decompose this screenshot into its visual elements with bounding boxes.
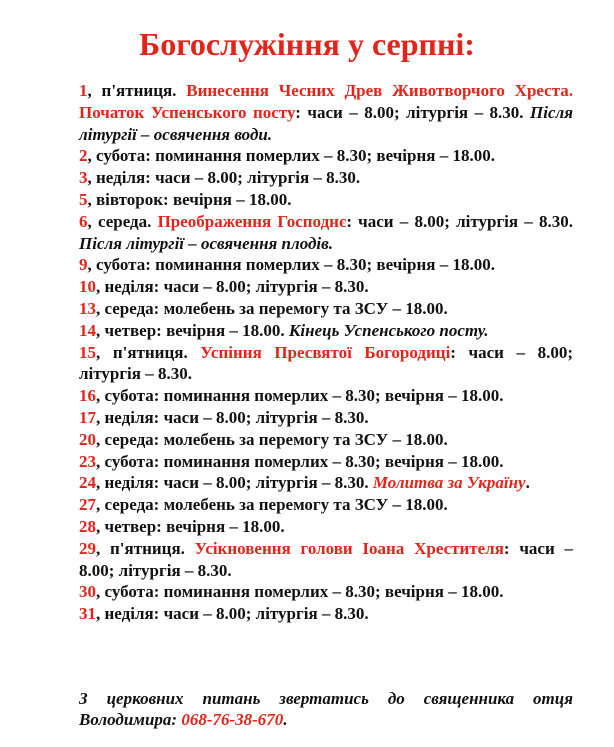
entry-text: , середа: молебень за перемогу та ЗСУ – 18.00. [96, 495, 448, 515]
schedule-entry [79, 211, 573, 255]
entry-text: , середа: молебень за перемогу та ЗСУ – 18.00. [96, 298, 448, 318]
entry-text: , неділя: часи – 8.00; літургія – 8.30. [96, 604, 369, 624]
schedule-entry [79, 472, 573, 494]
entry-date: 24 [79, 473, 96, 493]
entry-text: . [525, 473, 530, 493]
schedule-entry [79, 320, 573, 342]
entry-date: 29 [79, 538, 96, 558]
entry-date: 10 [79, 277, 96, 297]
entry-date: 6 [79, 211, 88, 231]
entry-text: Після літургії – освячення плодів. [79, 233, 333, 253]
schedule-entry [79, 167, 573, 189]
entry-text: , неділя: часи – 8.00; літургія – 8.30. [96, 277, 369, 297]
schedule-entry [79, 298, 573, 320]
entry-text: , неділя: часи – 8.00; літургія – 8.30. [96, 473, 373, 493]
entry-date: 28 [79, 516, 96, 536]
schedule-entry [79, 429, 573, 451]
entry-text: , неділя: часи – 8.00; літургія – 8.30. [96, 407, 369, 427]
schedule-entry [79, 407, 573, 429]
schedule-entry [79, 254, 573, 276]
entry-text: Молитва за Україну [372, 473, 526, 493]
entry-text: , субота: поминання померлих – 8.30; вечірня – 18.00. [87, 146, 495, 166]
entry-date: 9 [79, 255, 88, 275]
contact-end: . [283, 710, 288, 729]
schedule-entry [79, 385, 573, 407]
entry-date: 2 [79, 146, 88, 166]
entry-date: 3 [79, 168, 88, 188]
entry-text: Преображення Господнє [157, 211, 347, 231]
entry-text: , середа: молебень за перемогу та ЗСУ – 18.00. [96, 429, 448, 449]
entry-date: 31 [79, 604, 96, 624]
schedule-entry [79, 581, 573, 603]
entry-text: Успіння Пресвятої Богородиці [200, 342, 451, 362]
contact-phone: 068-76-38-670 [181, 710, 284, 729]
schedule-entry [79, 189, 573, 211]
entry-text: : часи – 8.00; літургія – 8.30. [79, 342, 573, 384]
schedule-entry [79, 342, 573, 386]
entry-text: Винесення Чесних Древ Животворчого Хреста. Початок Успенського посту [79, 81, 574, 122]
entry-date: 14 [79, 320, 96, 340]
entry-date: 23 [79, 451, 96, 471]
entry-text: , п'ятниця. [96, 538, 195, 558]
schedule-entry [79, 80, 573, 145]
schedule-entry [79, 494, 573, 516]
entry-date: 17 [79, 407, 96, 427]
schedule-entry [79, 145, 573, 167]
schedule-entry [79, 451, 573, 473]
entry-date: 30 [79, 582, 96, 602]
entry-text: : часи – 8.00; літургія – 8.30. [79, 538, 574, 580]
entry-date: 27 [79, 495, 96, 515]
entry-text: , середа. [87, 211, 158, 231]
entry-date: 13 [79, 298, 96, 318]
entry-text: : часи – 8.00; літургія – 8.30. [346, 211, 573, 231]
entry-text: Усікновення голови Іоана Хрестителя [194, 538, 504, 558]
entry-text: , субота: поминання померлих – 8.30; вечірня – 18.00. [96, 451, 504, 471]
entry-date: 16 [79, 386, 96, 406]
schedule-entry [79, 516, 573, 538]
entry-text: Після літургії – освячення води. [79, 102, 574, 144]
entry-date: 1 [79, 81, 88, 100]
entry-text: Кінець Успенського посту. [288, 320, 489, 340]
entry-text: , субота: поминання померлих – 8.30; вечірня – 18.00. [96, 386, 504, 406]
entry-text: , четвер: вечірня – 18.00. [96, 516, 285, 536]
schedule-list [79, 80, 573, 625]
entry-text: , п'ятниця. [87, 81, 187, 100]
entry-text: , неділя: часи – 8.00; літургія – 8.30. [87, 168, 361, 188]
schedule-entry [79, 276, 573, 298]
page-title: Богослужіння у серпні: [139, 26, 475, 62]
schedule-entry [79, 538, 573, 582]
schedule-entry [79, 603, 573, 625]
contact-text: З церковних питань звертатись до священника отця Володимира: [79, 689, 573, 729]
entry-text: : часи – 8.00; літургія – 8.30. [295, 102, 531, 122]
entry-text: , субота: поминання померлих – 8.30; вечірня – 18.00. [87, 255, 495, 275]
entry-date: 20 [79, 429, 96, 449]
contact-note [79, 688, 573, 730]
entry-text: , субота: поминання померлих – 8.30; вечірня – 18.00. [96, 582, 504, 602]
entry-date: 15 [79, 342, 96, 362]
entry-text: , п'ятниця. [96, 342, 201, 362]
entry-text: , вівторок: вечірня – 18.00. [87, 189, 292, 209]
entry-date: 5 [79, 189, 88, 209]
entry-text: , четвер: вечірня – 18.00. [96, 320, 289, 340]
